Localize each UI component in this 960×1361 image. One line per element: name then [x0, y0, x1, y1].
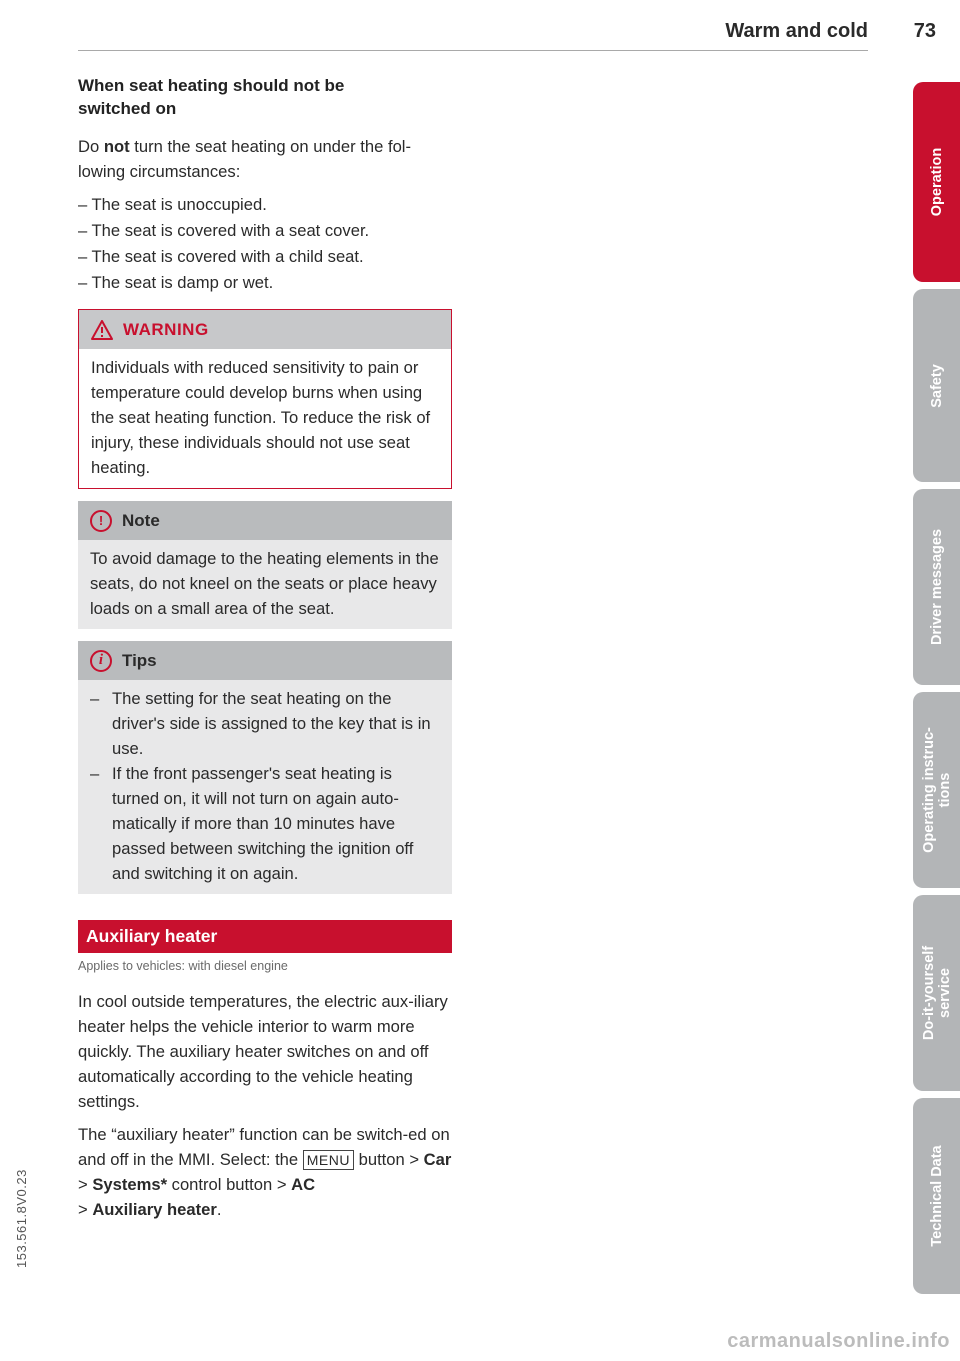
warning-triangle-icon	[91, 320, 113, 340]
tips-title: Tips	[122, 651, 157, 670]
note-header	[78, 501, 452, 540]
tab-operating-instructions[interactable]: Operating instruc- tions	[913, 692, 960, 888]
main-column	[78, 74, 452, 1230]
warning-header	[79, 310, 451, 349]
info-circle-icon: i	[90, 650, 112, 672]
auxiliary-para-2: The “auxiliary heater” function can be switch-ed on and off in the MMI. Select: the MENU button > Car > Systems* control button > AC > Auxiliary heater.	[78, 1125, 452, 1219]
auxiliary-para-1: In cool outside temperatures, the electric aux-iliary heater helps the vehicle interior to warm more quickly. The auxiliary heater switches on and off automatically according to the vehicle heating settings.	[78, 992, 448, 1111]
watermark: carmanualsonline.info	[727, 1330, 950, 1352]
tips-body	[78, 680, 452, 894]
warning-text: Individuals with reduced sensitivity to pain or temperature could develop burns when using the seat heating function. To reduce the risk of injury, these individuals should not use seat heating.	[91, 358, 431, 477]
tab-operation[interactable]: Operation	[913, 82, 960, 282]
list-item: – The seat is unoccupied.	[78, 195, 267, 214]
seat-heating-heading: When seat heating should not be switched on	[78, 76, 345, 118]
exclamation-circle-icon: !	[90, 510, 112, 532]
circumstances-list	[78, 192, 452, 295]
list-item: – If the front passenger's seat heating is turned on, it will not turn on again auto-matically if more than 10 minutes have passed between switching the ignition off and switching it on again.	[90, 764, 414, 883]
list-item: – The setting for the seat heating on the driver's side is assigned to the key that is in use.	[90, 689, 431, 758]
menu-button-label: MENU	[303, 1150, 354, 1170]
tab-technical-data[interactable]: Technical Data	[913, 1098, 960, 1294]
tab-safety[interactable]: Safety	[913, 289, 960, 482]
page-number: 73	[913, 20, 936, 42]
note-title: Note	[122, 511, 160, 530]
running-head: Warm and cold	[725, 20, 868, 42]
applies-to: Applies to vehicles: with diesel engine	[78, 959, 288, 973]
header-rule	[78, 50, 868, 51]
auxiliary-heater-heading: Auxiliary heater	[78, 920, 452, 953]
tips-box	[78, 641, 452, 894]
list-item: – The seat is covered with a child seat.	[78, 247, 364, 266]
warning-box	[78, 309, 452, 489]
tips-header	[78, 641, 452, 680]
list-item: – The seat is damp or wet.	[78, 273, 274, 292]
note-text: To avoid damage to the heating elements in the seats, do not kneel on the seats or place heavy loads on a small area of the seat.	[78, 540, 452, 629]
tab-driver-messages[interactable]: Driver messages	[913, 489, 960, 685]
tab-do-it-yourself-service[interactable]: Do-it-yourself service	[913, 895, 960, 1091]
list-item: – The seat is covered with a seat cover.	[78, 221, 370, 240]
warning-title: WARNING	[123, 320, 209, 339]
note-box	[78, 501, 452, 629]
document-code: 153.561.8V0.23	[14, 1169, 29, 1268]
seat-heating-intro: Do not turn the seat heating on under the fol-lowing circumstances:	[78, 137, 412, 181]
